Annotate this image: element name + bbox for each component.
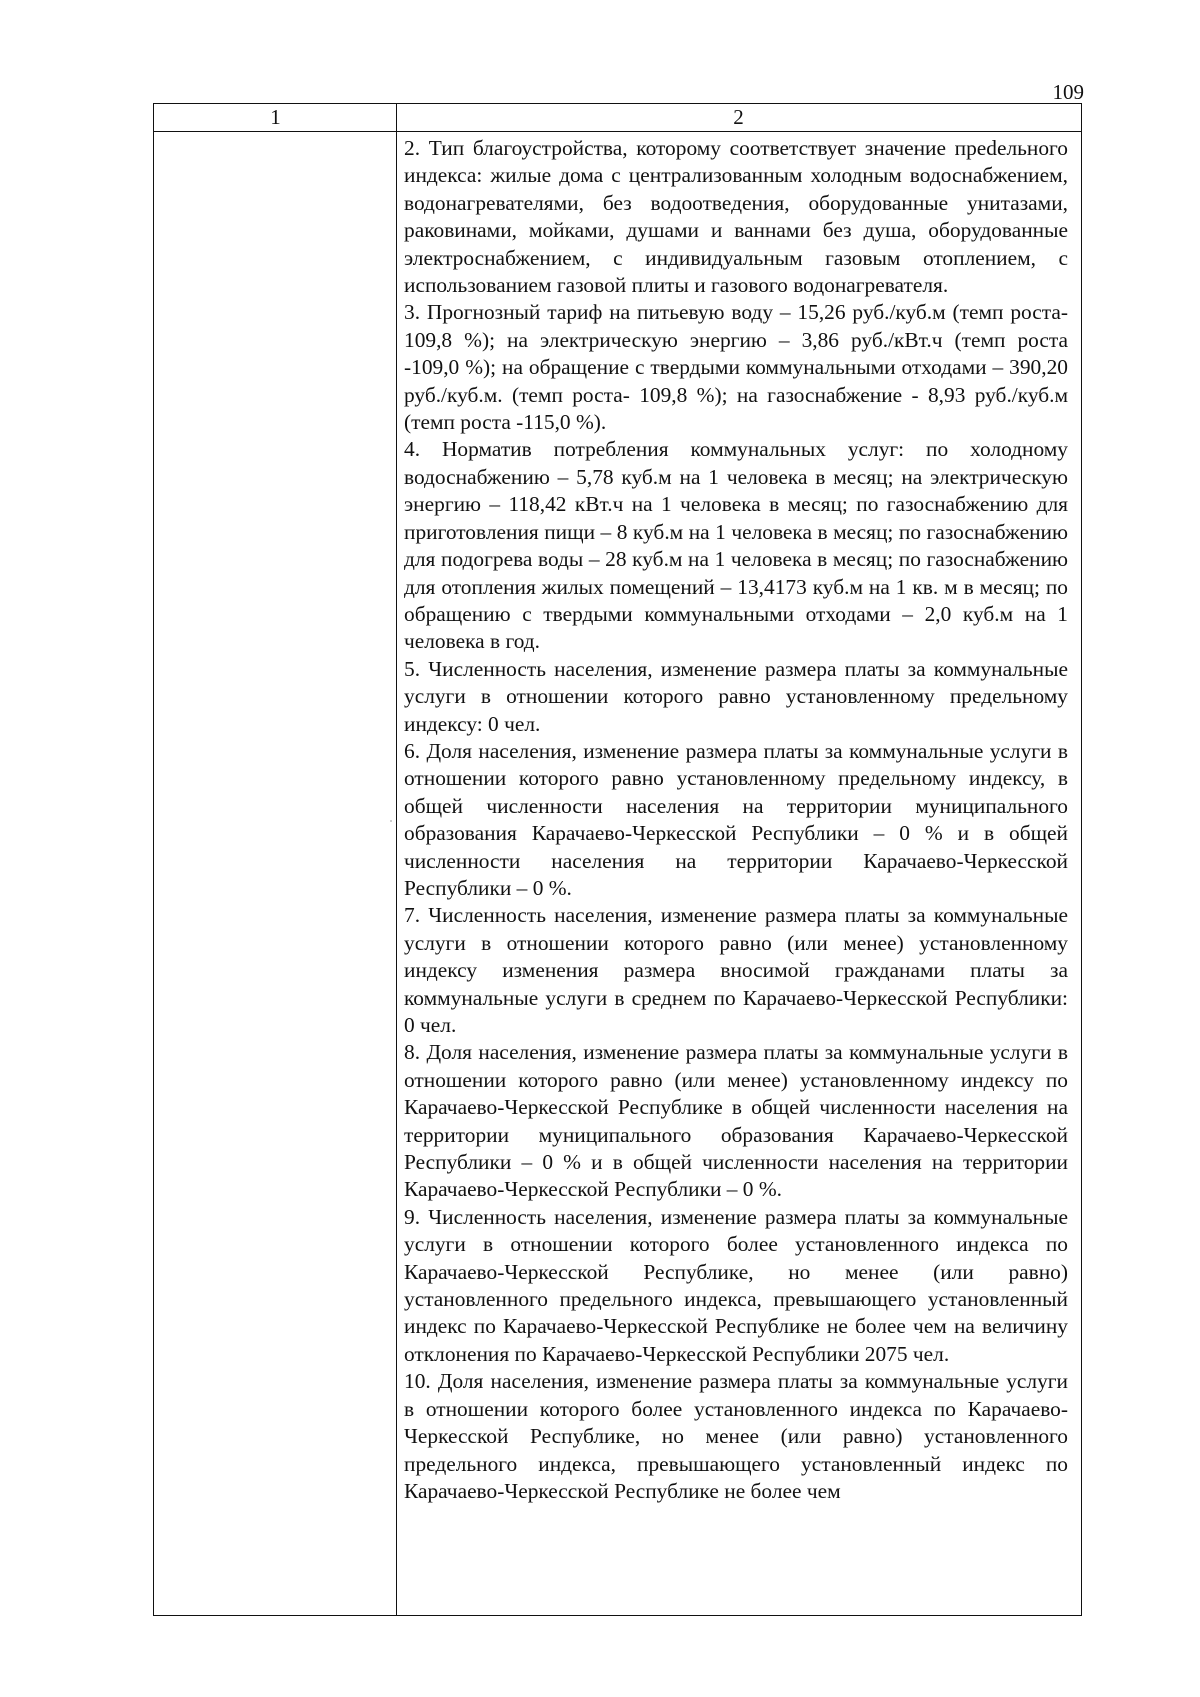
- table-cell-content: [404, 135, 1068, 1505]
- column-header-2: 2: [733, 105, 744, 129]
- table-header-row: [154, 104, 1081, 132]
- column-header-1: 1: [270, 105, 281, 129]
- document-table: [153, 103, 1082, 1616]
- paragraph-10: 10. Доля населения, изменение размера платы за коммунальные услуги в отношении которого более установленного индекса по Карачаево-Черкесской Республике, но менее (или равно) установленного предельного индекса, превышающего установленный индекс по Карачаево-Черкесской Республике не более чем: [404, 1369, 1068, 1503]
- paragraph-3: 3. Прогнозный тариф на питьевую воду – 15,26 руб./куб.м (темп роста- 109,8 %); на электрическую энергию – 3,86 руб./кВт.ч (темп роста -109,0 %); на обращение с твердыми коммунальными отходами – 390,20 руб./куб.м. (темп роста- 109,8 %); на газоснабжение - 8,93 руб./куб.м (темп роста -115,0 %).: [404, 300, 1068, 435]
- paragraph-6: 6. Доля населения, изменение размера платы за коммунальные услуги в отношении которого равно установленному предельному индексу, в общей численности населения на территории муниципального образования Карачаево-Черкесской Республики – 0 % и в общей численности населения на территории Карачаево-Черкесской Республики – 0 %.: [404, 738, 1068, 900]
- paragraph-5: 5. Численность населения, изменение размера платы за коммунальные услуги в отношении которого равно установленному предельному индексу: 0 чел.: [404, 656, 1068, 736]
- paragraph-7: 7. Численность населения, изменение размера платы за коммунальные услуги в отношении которого равно (или менее) установленному индексу изменения размера вносимой гражданами платы за коммунальные услуги в среднем по Карачаево-Черкесской Республики: 0 чел.: [404, 903, 1068, 1037]
- page-number: 109: [1052, 80, 1084, 104]
- scan-artifact-dot: [390, 820, 392, 822]
- paragraph-8: 8. Доля населения, изменение размера платы за коммунальные услуги в отношении которого равно (или менее) установленному индексу по Карачаево-Черкесской Республике в общей численности населения на территории муниципального образования Карачаево-Черкесской Республики – 0 % и в общей численности населения на территории Карачаево-Черкесской Республики – 0 %.: [404, 1040, 1068, 1202]
- column-divider: [396, 104, 397, 1615]
- paragraph-2: 2. Тип благоустройства, которому соответствует значение преdельного индекса: жилые дома с централизованным холодным водоснабжением, водонагревателями, без водоотведения, оборудованные унитазами, раковинами, мойками, душами и ваннами без душа, оборудованные электроснабжением, с индивидуальным газовым отоплением, с использованием газовой плиты и газового водонагревателя.: [404, 136, 1068, 298]
- paragraph-9: 9. Численность населения, изменение размера платы за коммунальные услуги в отношении которого более установленного индекса по Карачаево-Черкесской Республике, но менее (или равно) установленного предельного индекса, превышающего установленный индекс по Карачаево-Черкесской Республике не более чем на величину отклонения по Карачаево-Черкесской Республики 2075 чел.: [404, 1204, 1068, 1366]
- paragraph-4: 4. Норматив потребления коммунальных услуг: по холодному водоснабжению – 5,78 куб.м на 1 человека в месяц; на электрическую энергию – 118,42 кВт.ч на 1 человека в месяц; по газоснабжению для приготовления пищи – 8 куб.м на 1 человека в месяц; по газоснабжению для подогрева воды – 28 куб.м на 1 человека в месяц; по газоснабжению для отопления жилых помещений – 13,4173 куб.м на 1 кв. м в месяц; по обращению с твердыми коммунальными отходами – 2,0 куб.м на 1 человека в год.: [404, 437, 1068, 654]
